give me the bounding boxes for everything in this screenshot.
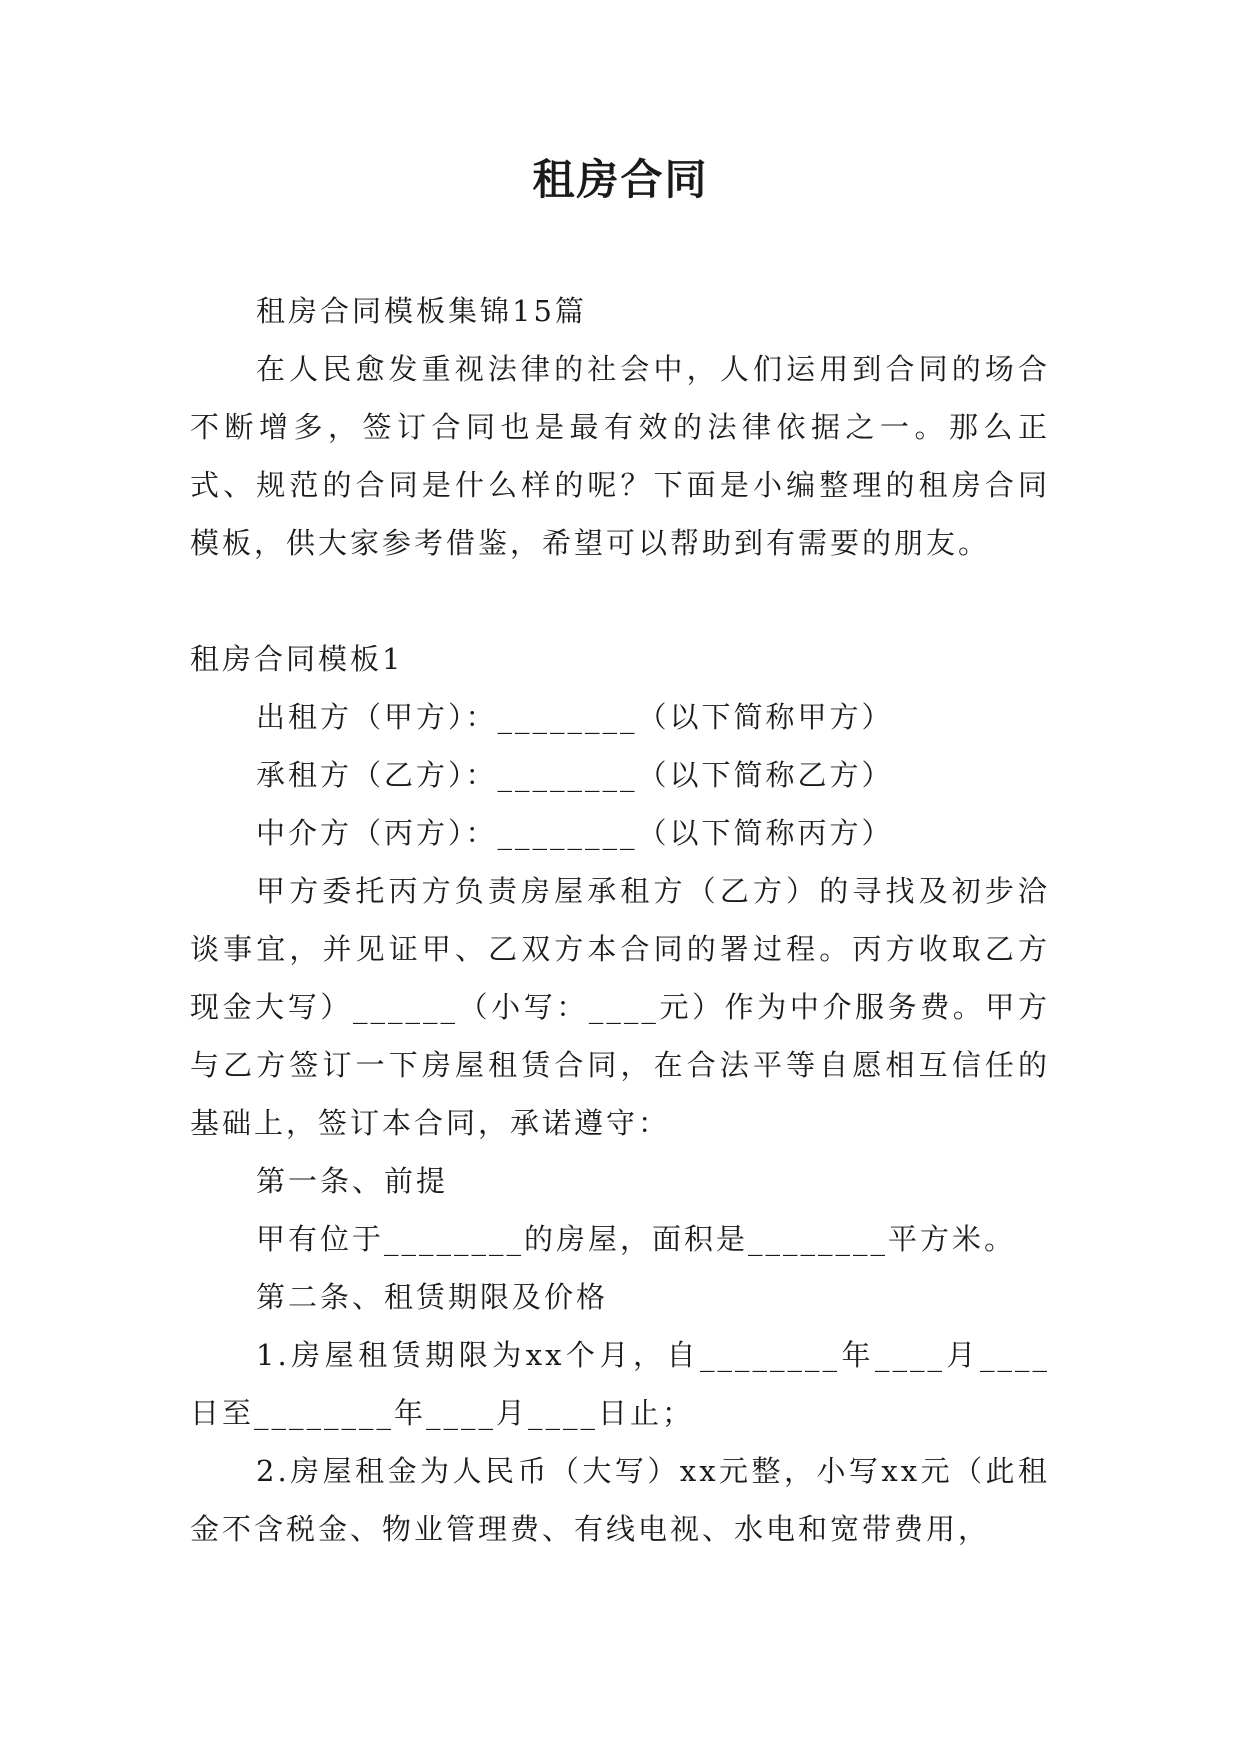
document-body [190, 282, 1050, 1558]
party-b-line: 承租方（乙方）：________（以下简称乙方） [256, 758, 894, 792]
party-c-line: 中介方（丙方）：________（以下简称丙方） [256, 816, 894, 850]
article-1-text: 甲有位于________的房屋，面积是________平方米。 [256, 1222, 1017, 1256]
paragraph-subtitle: 租房合同模板集锦15篇 [256, 294, 587, 328]
article-1-heading: 第一条、前提 [256, 1164, 449, 1198]
paragraph-intro: 在人民愈发重视法律的社会中，人们运用到合同的场合不断增多，签订合同也是最有效的法律依据之一。那么正式、规范的合同是什么样的呢？下面是小编整理的租房合同模板，供大家参考借鉴，希望可以帮助到有需要的朋友。 [190, 352, 1050, 560]
document-title: 租房合同 [532, 155, 709, 204]
paragraph-agency: 甲方委托丙方负责房屋承租方（乙方）的寻找及初步洽谈事宜，并见证甲、乙双方本合同的署过程。丙方收取乙方现金大写）______（小写：____元）作为中介服务费。甲方与乙方签订一下房屋租赁合同，在合法平等自愿相互信任的基础上，签订本合同，承诺遵守： [190, 874, 1050, 1140]
paragraph-spacer [190, 572, 1050, 630]
section-heading-template-1: 租房合同模板1 [190, 642, 404, 676]
party-a-line: 出租方（甲方）：________（以下简称甲方） [256, 700, 894, 734]
article-2-heading: 第二条、租赁期限及价格 [256, 1280, 609, 1314]
article-2-item-1: 1.房屋租赁期限为xx个月，自________年____月____日至________年____月____日止； [190, 1338, 1050, 1430]
article-2-item-2: 2.房屋租金为人民币（大写）xx元整，小写xx元（此租金不含税金、物业管理费、有线电视、水电和宽带费用， [190, 1454, 1050, 1546]
